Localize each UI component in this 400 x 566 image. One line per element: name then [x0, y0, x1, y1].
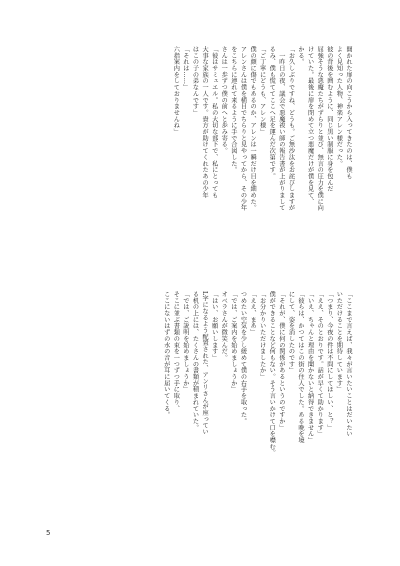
- text-line: 「それは……」: [181, 46, 189, 91]
- text-line: けていた。最後に扉を閉めて立つ悪魔だけが僕を見て、: [306, 46, 314, 205]
- text-line: オベラさんが微笑んだ。: [220, 291, 228, 361]
- text-line: 屈強そうな悪魔たちがずらりと並び、無言の圧力を僕に向: [316, 46, 324, 212]
- text-line: ここにないはずの水の音が耳に届いてくる。: [162, 291, 170, 418]
- text-line: 「ええ、まあ」: [249, 291, 257, 336]
- text-line: 「はい、お願いします」: [210, 291, 218, 361]
- text-line: をこちらに連れて来るように手で合図した。: [229, 46, 237, 173]
- text-block-top: [48, 46, 353, 273]
- text-line: 「ご丁寧にどうも、アレン様」: [258, 46, 266, 135]
- text-line: 開かれた扉の向こうから入ってきたのは、僕も: [345, 46, 352, 180]
- text-line: 「彼はサミュエル。私の大切な部下で、私にとっても: [210, 46, 218, 199]
- text-line: よく見知った人物、神楽アレン様だった。: [335, 46, 343, 167]
- text-line: 「それが、僕に何の関係があるというのですか」: [277, 291, 285, 431]
- text-line: いただけることを期待しています」: [335, 291, 343, 393]
- text-line: 僕の顔に傷でもあるのか、アレンは一瞬だけ目を細めた。: [249, 46, 257, 212]
- text-line: はこの子の弟なんです」: [191, 46, 199, 116]
- text-line: 六指案内をしておりませんね」: [172, 46, 180, 135]
- text-line: 「お分かりいただけましたか」: [258, 291, 266, 380]
- text-line: る机の上には、たくさんの書類が積まれていた。: [191, 291, 199, 431]
- text-line: 「ここまで言えば、我々が言いたいことはだいたい: [345, 291, 352, 438]
- text-line: 「では、ご案内を始めましょうか」: [229, 291, 237, 393]
- text-line: 一昨日の夜、議会で悪魔祓い師の報告書が上がりまして: [277, 46, 285, 212]
- text-block-bottom: [48, 291, 353, 513]
- text-line: L字になるよう配置された、アンリさんが座ってい: [201, 291, 209, 435]
- text-line: 大事な家族の一人です。貴方が助けてくれたあの少年: [201, 46, 209, 199]
- page-number: 5: [46, 529, 51, 537]
- text-line: かる。: [297, 46, 305, 66]
- text-line: 「いえ、ちゃんと理由を聞かないと納得できません」: [306, 291, 314, 444]
- text-line: そこに並ぶ書類の束を一つずつ手に取り、: [172, 291, 180, 412]
- text-line: つめたい空気を少し緩めて僕の右手を取った。: [239, 291, 247, 425]
- text-line: 「お久しぶりですね、どうも。ご無沙汰をお詫びしますが: [287, 46, 295, 212]
- text-line: 「ええ、そのとおりです。話が早くて助かります」: [316, 291, 324, 438]
- text-line: 「つまり、今夜の件は不問にしてほしい、と？」: [325, 291, 333, 431]
- text-line: るみ、僕も慌ててここへ足を運んだ次第です。: [268, 46, 276, 180]
- text-line: にして、姿を消したのです」: [287, 291, 295, 374]
- text-line: 「では、ご説明を始めましょうか」: [181, 291, 189, 393]
- text-line: 彼の背後を囲むように、同じ黒い制服に身を包んだ: [325, 46, 333, 193]
- text-line: アレンさんは僕を横目でちらりと見やってから、その少年: [239, 46, 247, 212]
- text-line: 「彼らは、かつてはこの街の住人でした。ある晩を境: [297, 291, 305, 444]
- text-line: さんは一歩ずつ僕の前へと歩み寄る。: [220, 46, 228, 154]
- text-line: 僕ができることなど何もない。そう言いかけて口を噤む。: [268, 291, 276, 457]
